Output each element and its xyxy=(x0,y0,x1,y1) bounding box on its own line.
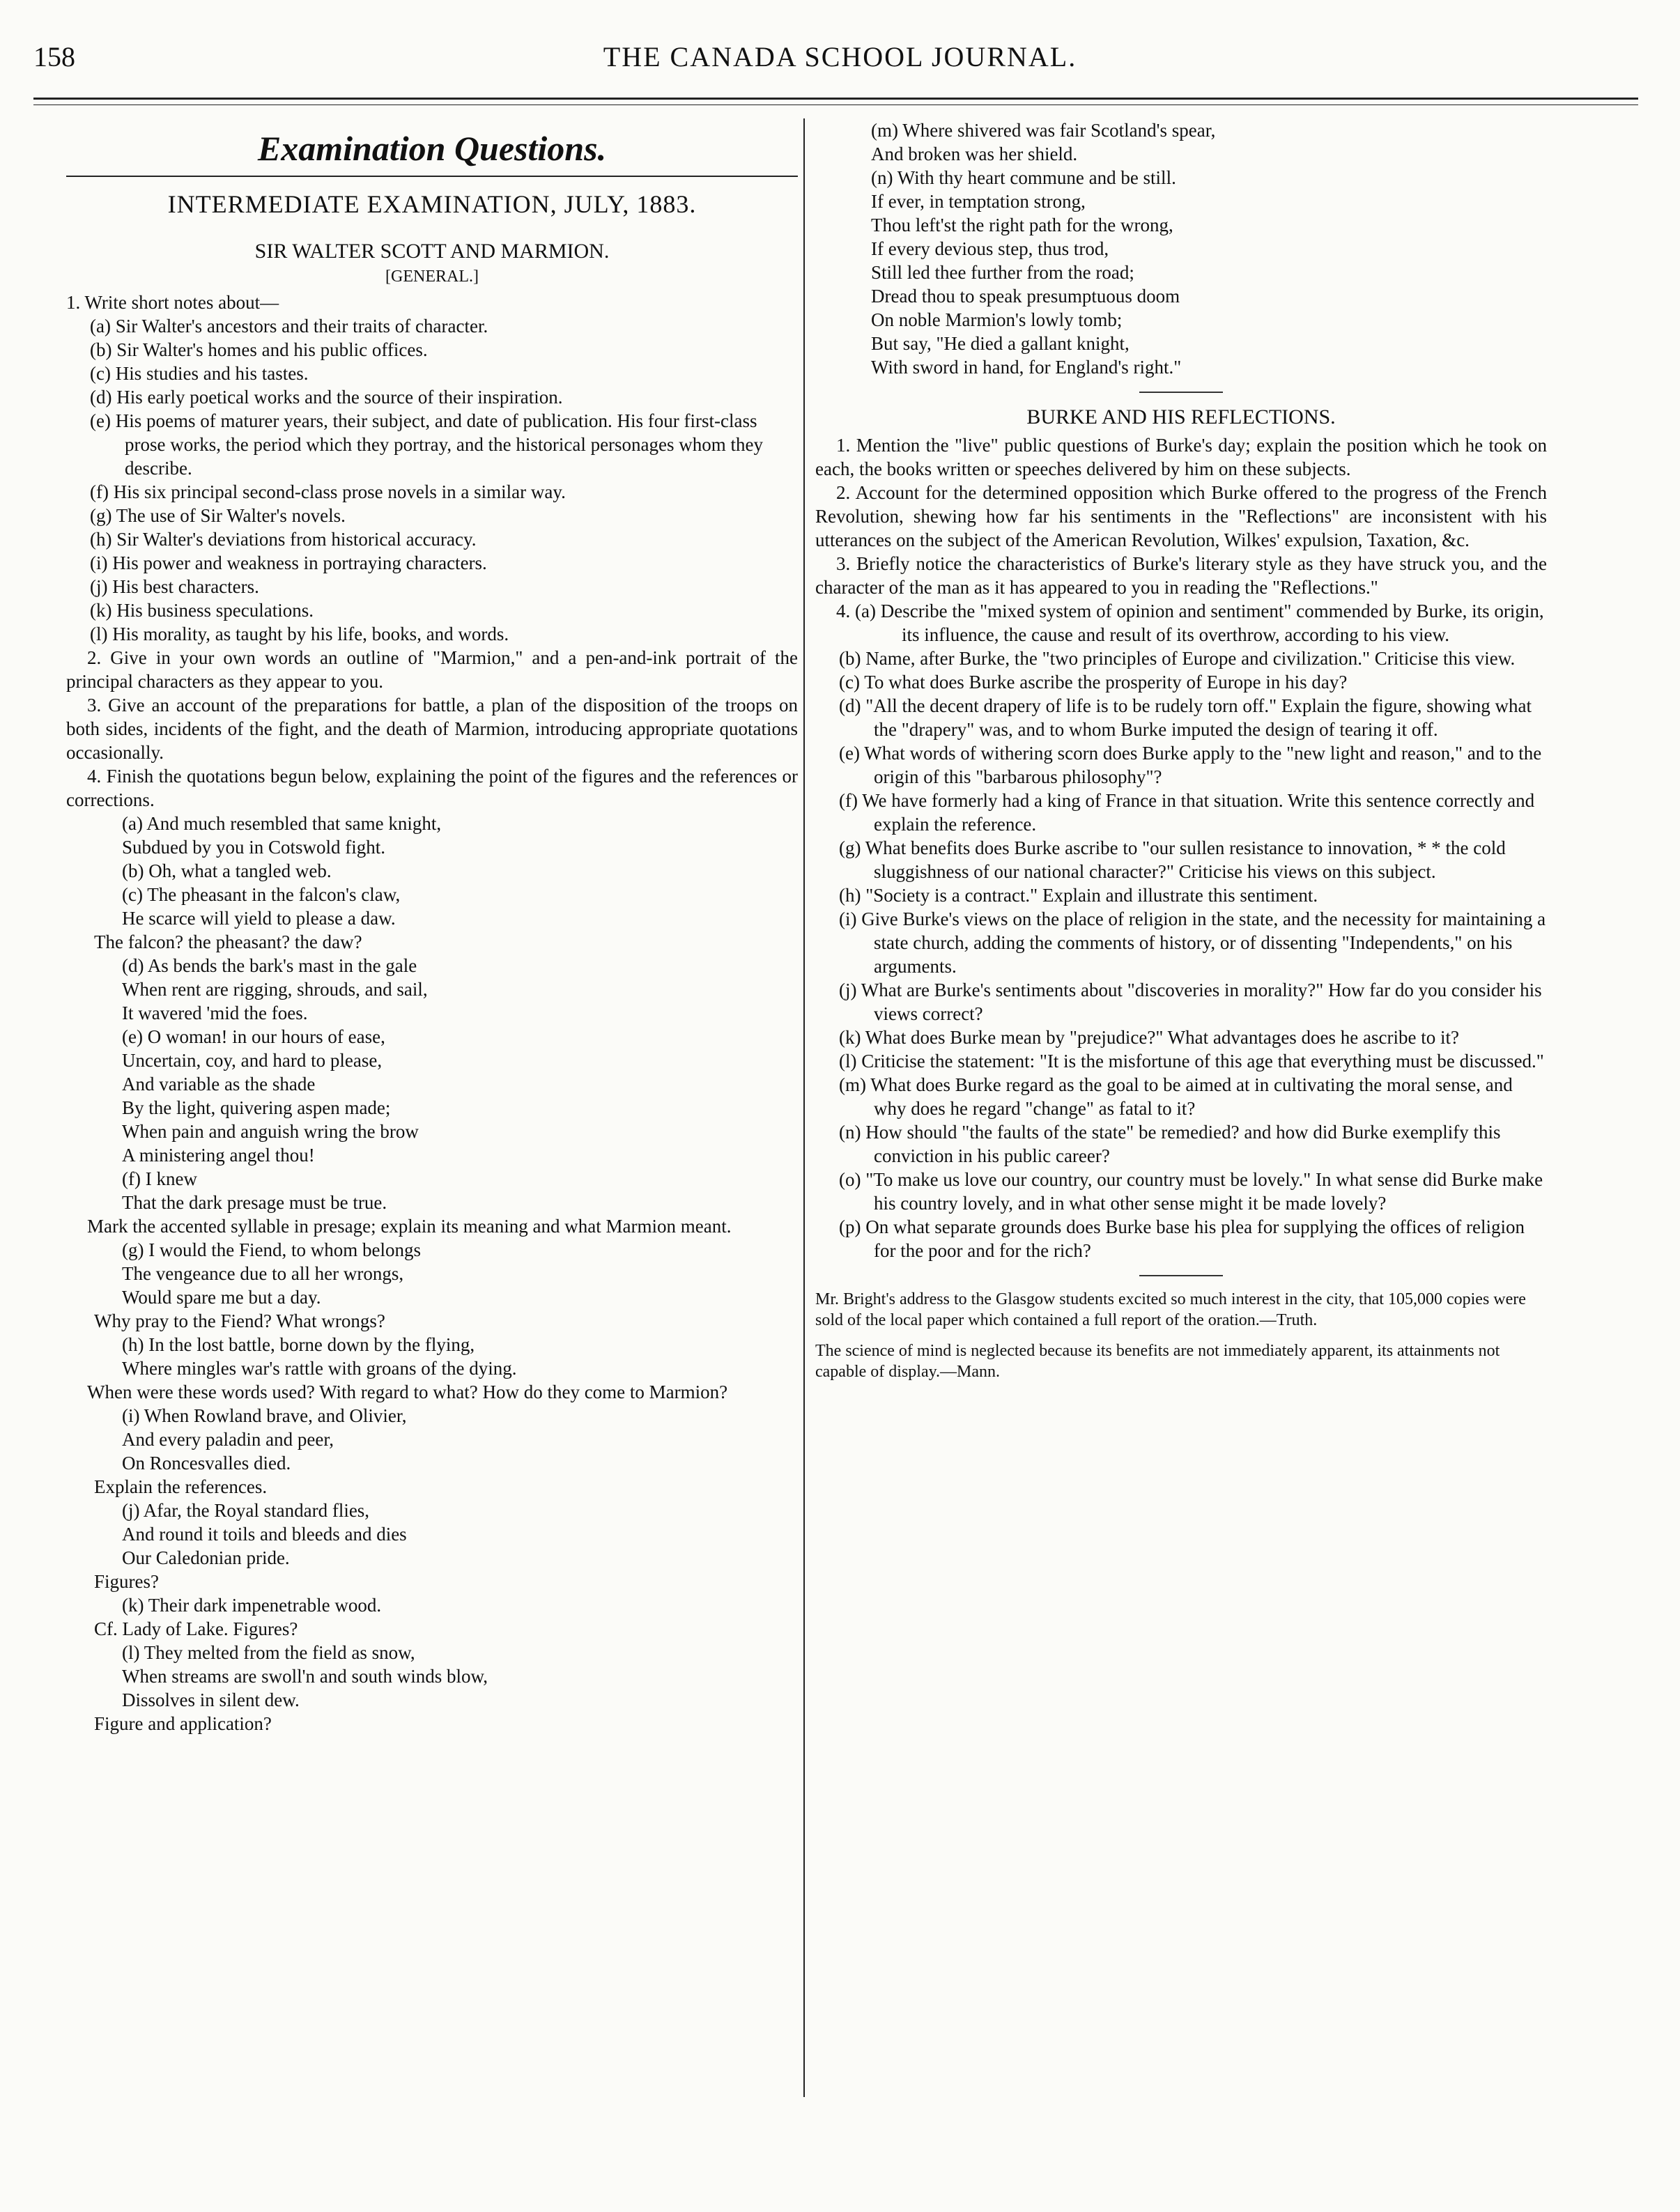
quote-line: Would spare me but a day. xyxy=(122,1287,321,1308)
quote-question: The falcon? the pheasant? the daw? xyxy=(94,931,362,952)
quote-line: (f) I knew xyxy=(122,1168,197,1189)
burke-title: BURKE AND HIS REFLECTIONS. xyxy=(1026,405,1336,428)
note-bright: Mr. Bright's address to the Glasgow students excited so much interest in the city, that 105,000 copies were sold of the local paper which contained a full report of the oration.—Truth. xyxy=(815,1290,1526,1329)
header-rule xyxy=(33,98,1638,100)
note-mann: The science of mind is neglected because its benefits are not immediately apparent, its attainments not capable of display.—Mann. xyxy=(815,1342,1500,1381)
quote-line: When pain and anguish wring the brow xyxy=(122,1121,419,1142)
burke-q4-item: (e) What words of withering scorn does Burke apply to the "new light and reason," and to the origin of this "barbarous philosophy"? xyxy=(839,743,1542,787)
quote-line: (b) Oh, what a tangled web. xyxy=(122,860,332,881)
quote-question: Figure and application? xyxy=(94,1713,272,1734)
quote-line: (g) I would the Fiend, to whom belongs xyxy=(122,1239,421,1260)
column-divider xyxy=(803,118,805,2097)
scott-q1-item: (b) Sir Walter's homes and his public offices. xyxy=(90,339,428,360)
quote-question: Why pray to the Fiend? What wrongs? xyxy=(94,1310,385,1331)
quote-line: And round it toils and bleeds and dies xyxy=(122,1524,407,1545)
quote-line: He scarce will yield to please a daw. xyxy=(122,908,396,929)
divider-rule xyxy=(1139,392,1223,393)
burke-q4-item: 4. (a) Describe the "mixed system of opinion and sentiment" commended by Burke, its origin, its influence, the cause and result of its overthrow, according to his view. xyxy=(836,601,1544,645)
quote-line: That the dark presage must be true. xyxy=(122,1192,387,1213)
quote-line: (j) Afar, the Royal standard flies, xyxy=(122,1500,370,1521)
quote-line: Subdued by you in Cotswold fight. xyxy=(122,837,386,858)
section-heading: Examination Questions. xyxy=(257,129,607,168)
quote-line: Still led thee further from the road; xyxy=(871,262,1134,283)
quote-line: Uncertain, coy, and hard to please, xyxy=(122,1050,383,1071)
quote-line: With sword in hand, for England's right." xyxy=(871,357,1182,378)
quote-line: When streams are swoll'n and south winds blow, xyxy=(122,1666,488,1687)
quote-question: Figures? xyxy=(94,1571,159,1592)
page-number: 158 xyxy=(33,41,75,72)
exam-title: INTERMEDIATE EXAMINATION, JULY, 1883. xyxy=(167,190,697,218)
quote-line: By the light, quivering aspen made; xyxy=(122,1097,391,1118)
burke-q4-item: (d) "All the decent drapery of life is to be rudely torn off." Explain the figure, showing what the "drapery" was, and to whom Burke imputed the design of tearing it off. xyxy=(839,695,1532,740)
quote-line: (i) When Rowland brave, and Olivier, xyxy=(122,1405,407,1426)
quote-line: Dissolves in silent dew. xyxy=(122,1689,300,1710)
quote-line: If ever, in temptation strong, xyxy=(871,191,1086,212)
burke-q2: 2. Account for the determined opposition which Burke offered to the progress of the French Revolution, shewing how far his sentiments in the "Reflections" are inconsistent with his utterances on the subject of the American Revolution, Wilkes' expulsion, Taxation, &c. xyxy=(815,482,1547,550)
burke-q4-item: (k) What does Burke mean by "prejudice?" What advantages does he ascribe to it? xyxy=(839,1027,1459,1048)
quote-line: And variable as the shade xyxy=(122,1074,316,1095)
burke-q3: 3. Briefly notice the characteristics of Burke's literary style as they have struck you, and the character of the man as it has appeared to you in reading the "Reflections." xyxy=(815,553,1547,598)
burke-q4-item: (i) Give Burke's views on the place of religion in the state, and the necessity for maintaining a state church, adding the comments of history, or of dissenting "Independents," on his arguments. xyxy=(839,908,1546,977)
quote-line: (a) And much resembled that same knight, xyxy=(122,813,442,834)
quote-line: (n) With thy heart commune and be still. xyxy=(871,167,1176,188)
scott-q1-item: (h) Sir Walter's deviations from historical accuracy. xyxy=(90,529,477,550)
quote-line: (k) Their dark impenetrable wood. xyxy=(122,1595,382,1616)
quote-line: (h) In the lost battle, borne down by the flying, xyxy=(122,1334,475,1355)
scott-q1-item: (j) His best characters. xyxy=(90,576,259,597)
scott-subtitle: [GENERAL.] xyxy=(385,268,479,286)
scott-q1-item: (e) His poems of maturer years, their subject, and date of publication. His four first-class prose works, the period which they portray, and the historical personages whom they describe. xyxy=(90,410,764,479)
burke-q4-item: (n) How should "the faults of the state" be remedied? and how did Burke exemplify this conviction in his public career? xyxy=(839,1122,1501,1166)
burke-q4-item: (c) To what does Burke ascribe the prosperity of Europe in his day? xyxy=(839,672,1348,693)
quote-line: If every devious step, thus trod, xyxy=(871,238,1109,259)
quote-line: A ministering angel thou! xyxy=(122,1145,315,1166)
right-column xyxy=(815,118,1547,1382)
burke-q4-item: (g) What benefits does Burke ascribe to "our sullen resistance to innovation, * * the cold sluggishness of our national character?" Criticise his views on this subject. xyxy=(839,837,1506,882)
burke-q1: 1. Mention the "live" public questions of Burke's day; explain the position which he took on each, the books written or speeches delivered by him on these subjects. xyxy=(815,435,1547,479)
scott-q1-item: (a) Sir Walter's ancestors and their traits of character. xyxy=(90,316,488,337)
scott-title: SIR WALTER SCOTT AND MARMION. xyxy=(254,240,610,263)
quote-question: Mark the accented syllable in presage; explain its meaning and what Marmion meant. xyxy=(87,1216,732,1237)
quote-line: But say, "He died a gallant knight, xyxy=(871,333,1130,354)
quote-line: When rent are rigging, shrouds, and sail, xyxy=(122,979,428,1000)
quote-question: When were these words used? With regard to what? How do they come to Marmion? xyxy=(87,1382,728,1402)
quote-line: Where mingles war's rattle with groans of the dying. xyxy=(122,1358,517,1379)
burke-q4-item: (p) On what separate grounds does Burke base his plea for supplying the offices of religion for the poor and for the rich? xyxy=(839,1216,1525,1261)
burke-q4-item: (b) Name, after Burke, the "two principles of Europe and civilization." Criticise this view. xyxy=(839,648,1516,669)
quote-line: (e) O woman! in our hours of ease, xyxy=(122,1026,385,1047)
scott-q3: 3. Give an account of the preparations for battle, a plan of the disposition of the troops on both sides, incidents of the fight, and the death of Marmion, introducing appropriate quotations occasionally. xyxy=(66,695,798,763)
burke-q4-item: (f) We have formerly had a king of France in that situation. Write this sentence correctly and explain the reference. xyxy=(839,790,1535,835)
journal-title: THE CANADA SCHOOL JOURNAL. xyxy=(603,41,1077,72)
quote-question: Cf. Lady of Lake. Figures? xyxy=(94,1618,298,1639)
quote-line: It wavered 'mid the foes. xyxy=(122,1003,308,1023)
scott-q1: 1. Write short notes about— xyxy=(66,292,279,313)
burke-q4-item: (m) What does Burke regard as the goal to be aimed at in cultivating the moral sense, and why does he regard "change" as fatal to it? xyxy=(839,1074,1513,1119)
quote-line: And every paladin and peer, xyxy=(122,1429,334,1450)
quote-line: (c) The pheasant in the falcon's claw, xyxy=(122,884,401,905)
quote-line: And broken was her shield. xyxy=(871,144,1078,164)
burke-q4-item: (o) "To make us love our country, our country must be lovely." In what sense did Burke make his country lovely, and in what other sense might it be made lovely? xyxy=(839,1169,1543,1214)
quote-line: (d) As bends the bark's mast in the gale xyxy=(122,955,417,976)
burke-q4-item: (j) What are Burke's sentiments about "discoveries in morality?" How far do you consider his views correct? xyxy=(839,980,1542,1024)
scott-q1-item: (k) His business speculations. xyxy=(90,600,314,621)
scott-q1-item: (g) The use of Sir Walter's novels. xyxy=(90,505,346,526)
divider-rule xyxy=(1139,1275,1223,1276)
left-column xyxy=(66,118,798,1735)
scott-q1-item: (f) His six principal second-class prose novels in a similar way. xyxy=(90,481,566,502)
quote-line: On Roncesvalles died. xyxy=(122,1453,291,1474)
quote-line: Thou left'st the right path for the wrong, xyxy=(871,215,1173,235)
scott-q1-item: (c) His studies and his tastes. xyxy=(90,363,309,384)
scott-q1-item: (d) His early poetical works and the source of their inspiration. xyxy=(90,387,563,408)
quote-line: On noble Marmion's lowly tomb; xyxy=(871,309,1123,330)
scott-q1-item: (i) His power and weakness in portraying characters. xyxy=(90,552,487,573)
quote-line: Our Caledonian pride. xyxy=(122,1547,290,1568)
quote-line: (m) Where shivered was fair Scotland's spear, xyxy=(871,120,1216,141)
scott-q1-item: (l) His morality, as taught by his life, books, and words. xyxy=(90,624,509,644)
burke-q4-item: (l) Criticise the statement: "It is the misfortune of this age that everything must be discussed." xyxy=(839,1051,1544,1072)
quote-line: (l) They melted from the field as snow, xyxy=(122,1642,415,1663)
section-rule xyxy=(66,176,798,177)
quote-line: Dread thou to speak presumptuous doom xyxy=(871,286,1180,307)
quote-line: The vengeance due to all her wrongs, xyxy=(122,1263,404,1284)
quote-question: Explain the references. xyxy=(94,1476,268,1497)
burke-q4-item: (h) "Society is a contract." Explain and illustrate this sentiment. xyxy=(839,885,1318,906)
scott-q4: 4. Finish the quotations begun below, explaining the point of the figures and the references or corrections. xyxy=(66,766,798,810)
scott-q2: 2. Give in your own words an outline of "Marmion," and a pen-and-ink portrait of the principal characters as they appear to you. xyxy=(66,647,798,692)
